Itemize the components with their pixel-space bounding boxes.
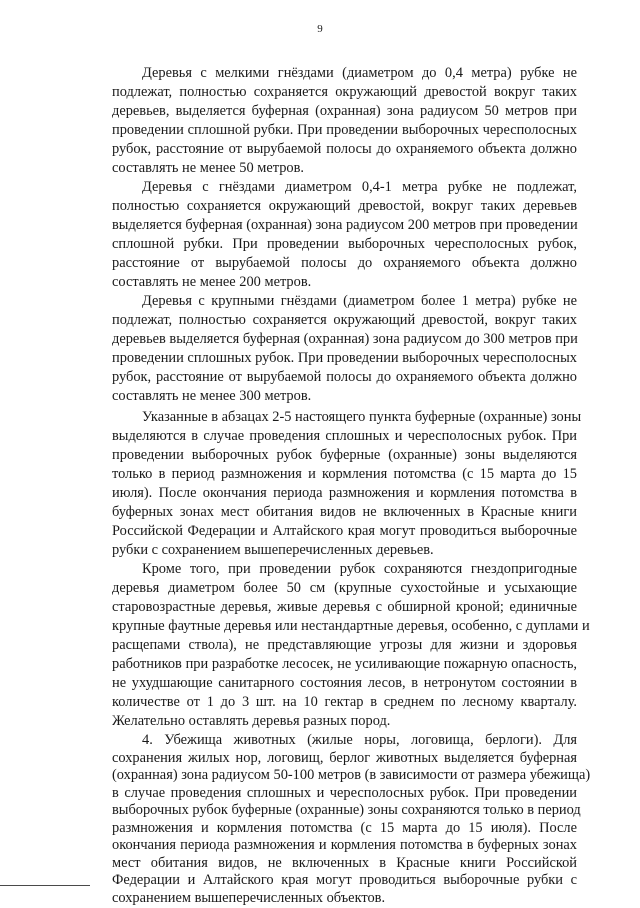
paragraph-5-line: работников при разработке лесосек, не усиливающие пожарную опасность, bbox=[112, 656, 577, 672]
paragraph-4-line: Российской Федерации и Алтайского края могут проводиться выборочные bbox=[112, 523, 577, 539]
paragraph-6-line: (охранная) зона радиусом 50-100 метров (в зависимости от размера убежища) bbox=[112, 767, 591, 783]
paragraph-5-line: Желательно оставлять деревья разных пород. bbox=[112, 713, 391, 729]
paragraph-4-line: рубки с сохранением вышеперечисленных деревьев. bbox=[112, 542, 434, 558]
paragraph-5-line: деревья диаметром более 50 см (крупные сухостойные и усыхающие bbox=[112, 580, 577, 596]
paragraph-2-line: Деревья с гнёздами диаметром 0,4-1 метра рубке не подлежат, bbox=[142, 179, 577, 195]
paragraph-6-line: мест обитания видов, не включенных в Красные книги Российской bbox=[112, 854, 577, 871]
paragraph-1-line: составлять не менее 50 метров. bbox=[112, 160, 305, 176]
paragraph-2-line: полностью сохраняется окружающий древостой, вокруг таких деревьев bbox=[112, 198, 577, 214]
paragraph-6-line: размножения и кормления потомства (с 15 марта до 15 июля). После bbox=[112, 819, 577, 836]
paragraph-3-line: составлять не менее 300 метров. bbox=[112, 388, 312, 404]
paragraph-3-line: рубок, расстояние от вырубаемой полосы до охраняемого объекта должно bbox=[112, 369, 577, 385]
paragraph-1-line: Деревья с мелкими гнёздами (диаметром до 0,4 метра) рубке не bbox=[142, 65, 577, 81]
paragraph-5-line: количестве от 1 до 3 шт. на 10 гектар в среднем по лесному кварталу. bbox=[112, 694, 577, 710]
paragraph-6-line: окончания периода размножения и кормления потомства в буферных зонах bbox=[112, 837, 577, 853]
paragraph-1-line: подлежат, полностью сохраняется окружающий древостой вокруг таких bbox=[112, 84, 577, 100]
paragraph-3-line: проведении сплошных рубок. При проведении выборочных чересполосных bbox=[112, 350, 577, 366]
paragraph-6-line: 4. Убежища животных (жилые норы, логовища, берлоги). Для bbox=[142, 732, 577, 748]
paragraph-6-line: в случае проведения сплошных и чересполосных рубок. При проведении bbox=[112, 784, 577, 801]
paragraph-5-line: расщепами ствола), не представляющие угрозы для жизни и здоровья bbox=[112, 637, 577, 653]
paragraph-1-line: деревьев, выделяется буферная (охранная) зона радиусом 50 метров при bbox=[112, 103, 577, 119]
paragraph-2-line: расстояние от вырубаемой полосы до охраняемого объекта должно bbox=[112, 255, 577, 271]
paragraph-4-line: проведении выборочных рубок буферные (охранные) зоны выделяются bbox=[112, 447, 577, 463]
paragraph-3-line: подлежат, полностью сохраняется окружающий древостой, вокруг таких bbox=[112, 312, 577, 328]
paragraph-5-line: крупные фаутные деревья или нестандартные деревья, особенно, с дуплами и bbox=[112, 618, 590, 634]
paragraph-6-line: сохранением вышеперечисленных объектов. bbox=[112, 889, 386, 906]
paragraph-3-line: деревьев выделяется буферная (охранная) зона радиусом до 300 метров при bbox=[112, 331, 578, 347]
paragraph-1-line: проведении сплошной рубки. При проведении выборочных чересполосных bbox=[112, 122, 577, 138]
paragraph-5-line: Кроме того, при проведении рубок сохраняются гнездопригодные bbox=[142, 561, 577, 577]
paragraph-1-line: рубок, расстояние от вырубаемой полосы до охраняемого объекта должно bbox=[112, 141, 577, 157]
paragraph-4-line: Указанные в абзацах 2-5 настоящего пункта буферные (охранные) зоны bbox=[142, 409, 582, 425]
paragraph-2-line: выделяется буферная (охранная) зона радиусом 200 метров при проведении bbox=[112, 217, 578, 233]
page-number: 9 bbox=[317, 23, 323, 35]
paragraph-2-line: сплошной рубки. При проведении выборочных чересполосных рубок, bbox=[112, 236, 577, 252]
paragraph-3-line: Деревья с крупными гнёздами (диаметром более 1 метра) рубке не bbox=[142, 293, 577, 309]
paragraph-2-line: составлять не менее 200 метров. bbox=[112, 274, 312, 290]
paragraph-4-line: буферных зонах мест обитания видов не включенных в Красные книги bbox=[112, 504, 577, 520]
paragraph-6-line: выборочных рубок буферные (охранные) зоны сохраняются только в период bbox=[112, 802, 581, 818]
paragraph-4-line: только в период размножения и кормления потомства (с 15 марта до 15 bbox=[112, 466, 577, 482]
paragraph-6-line: Федерации и Алтайского края могут проводиться выборочные рубки с bbox=[112, 872, 577, 888]
paragraph-4-line: выделяются в случае проведения сплошных и чересполосных рубок. При bbox=[112, 428, 577, 444]
footnote-rule bbox=[0, 885, 90, 886]
paragraph-4-line: июля). После окончания периода размножения и кормления потомства в bbox=[112, 485, 577, 501]
paragraph-6-line: сохранения жилых нор, логовищ, берлог животных выделяется буферная bbox=[112, 749, 577, 766]
paragraph-5-line: старовозрастные деревья, живые деревья с обширной кроной; единичные bbox=[112, 599, 577, 615]
paragraph-5-line: не ухудшающие санитарного состояния лесов, в нетронутом состоянии в bbox=[112, 675, 577, 691]
